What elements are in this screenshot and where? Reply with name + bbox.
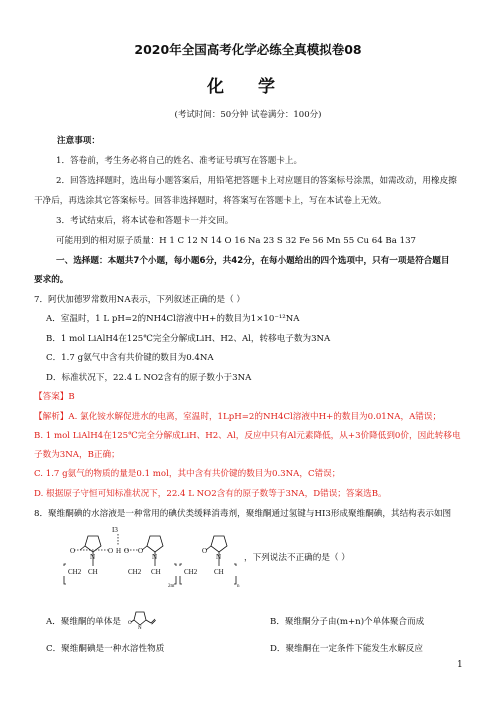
page-number: 1 bbox=[457, 660, 463, 670]
ch-label-2: CH bbox=[151, 568, 161, 576]
hydrogen-label: H bbox=[116, 547, 122, 555]
ch-label-1: CH bbox=[88, 568, 98, 576]
nitrogen-label-2: N bbox=[152, 553, 158, 561]
q8-option-d: D．聚维酮在一定条件下能发生水解反应 bbox=[270, 644, 423, 654]
q7-analysis-4: C. 1.7 g氨气的物质的量是0.1 mol，其中含有共价键的数目为0.3NA，C错误； bbox=[34, 469, 341, 479]
q7-analysis-5: D. 根据原子守恒可知标准状况下，22.4 L NO2含有的原子数等于3NA，D错误；答案选B。 bbox=[34, 489, 387, 499]
notice-3: 3．考试结束后，将本试卷和答题卡一并交回。 bbox=[56, 216, 234, 226]
exam-meta: (考试时间：50分钟 试卷满分：100分) bbox=[174, 110, 322, 120]
q7-analysis-1: 【解析】A. 氯化铵水解促进水的电离，室温时，1LpH=2的NH4Cl溶液中H+的数目为0.01NA，A错误； bbox=[34, 412, 442, 422]
pyrrolidone-ring-3 bbox=[211, 536, 227, 552]
q7-option-b: B．1 mol LiAlH4在125℃完全分解成LiH、H2、Al，转移电子数为3NA bbox=[46, 334, 331, 344]
document-title: 2020年全国高考化学必练全真模拟卷08 bbox=[134, 42, 362, 57]
oxygen-label-1: O bbox=[70, 547, 76, 555]
q8-after-figure: ，下列说法不正确的是（ ） bbox=[244, 553, 350, 563]
q7-option-c: C．1.7 g氨气中含有共价键的数目为0.4NA bbox=[46, 353, 214, 363]
monomer-nitrogen-label: N bbox=[138, 626, 142, 631]
notice-1: 1．答卷前，考生务必将自己的姓名、准考证号填写在答题卡上。 bbox=[56, 156, 303, 166]
q8-option-c: C．聚维酮碘是一种水溶性物质 bbox=[46, 644, 165, 654]
q7-option-a: A．室温时，1 L pH=2的NH4Cl溶液中H+的数目为1×10⁻¹²NA bbox=[46, 314, 300, 324]
q8-option-b: B．聚维酮分子由(m+n)个单体聚合而成 bbox=[270, 617, 425, 627]
notice-2-cont: 干净后，再选涂其它答案标号。回答非选择题时，将答案写在答题卡上，写在本试卷上无效。 bbox=[34, 196, 387, 206]
q7-stem: 7．阿伏加德罗常数用NA表示，下列叙述正确的是（ ） bbox=[34, 295, 245, 305]
ch2-label-3: CH2 bbox=[184, 568, 198, 576]
notice-2: 2．回答选择题时，选出每小题答案后，用铅笔把答题卡上对应题目的答案标号涂黑，如需改动，用橡皮擦 bbox=[56, 176, 457, 186]
pyrrolidone-ring-2 bbox=[147, 536, 163, 552]
ch2-label-2: CH2 bbox=[128, 568, 142, 576]
section-heading: 一、选择题：本题共7个小题，每小题6分，共42分，在每小题给出的四个选项中，只有一项是符合题目 bbox=[56, 256, 450, 266]
q7-answer: 【答案】B bbox=[34, 392, 75, 402]
oxygen-label-3: O bbox=[124, 547, 130, 555]
oxygen-label-4: O bbox=[138, 547, 144, 555]
ch2-label-1: CH2 bbox=[68, 568, 82, 576]
q7-analysis-2: B. 1 mol LiAlH4在125℃完全分解成LiH、H2、Al，反应中只有Al元素降低，从+3价降低到0价，因此转移电 bbox=[34, 431, 461, 441]
q8-stem: 8．聚维酮碘的水溶液是一种常用的碘伏类缓释消毒剂，聚维酮通过氢键与HI3形成聚维酮碘，其结构表示如图 bbox=[34, 509, 452, 519]
subscript-2m: 2m bbox=[168, 584, 175, 589]
q8-option-a: A．聚维酮的单体是 bbox=[46, 617, 121, 627]
subscript-n: n bbox=[237, 584, 240, 589]
subject-title: 化 学 bbox=[207, 77, 289, 97]
oxygen-label-2: O bbox=[108, 547, 114, 555]
nitrogen-label-3: N bbox=[216, 553, 222, 561]
monomer-oxygen-label: O bbox=[128, 621, 132, 626]
nitrogen-label-1: N bbox=[90, 553, 96, 561]
pyrrolidone-ring-1 bbox=[85, 536, 101, 552]
vinylpyrrolidone-monomer-structure bbox=[128, 606, 158, 632]
ch-label-3: CH bbox=[214, 568, 224, 576]
section-heading-cont: 要求的。 bbox=[34, 275, 69, 285]
polyvidone-iodine-structure bbox=[58, 526, 244, 590]
atomic-masses: 可能用到的相对原子质量：H 1 C 12 N 14 O 16 Na 23 S 32 Fe 56 Mn 55 Cu 64 Ba 137 bbox=[56, 236, 417, 246]
iodine-label: I3 bbox=[112, 526, 118, 534]
notice-heading: 注意事项： bbox=[57, 136, 100, 146]
q7-option-d: D．标准状况下，22.4 L NO2含有的原子数小于3NA bbox=[46, 373, 252, 383]
oxygen-label-5: O bbox=[202, 547, 208, 555]
q7-analysis-3: 子数为3NA，B正确； bbox=[34, 450, 120, 460]
